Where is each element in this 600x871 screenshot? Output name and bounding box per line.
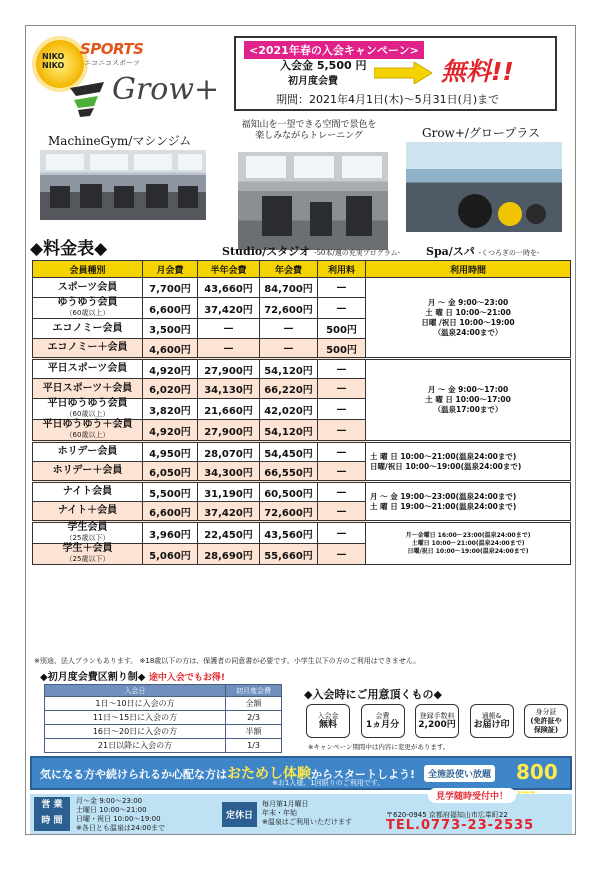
col-header: 利用料 bbox=[318, 261, 366, 278]
spa-label-text: Spa/スパ bbox=[426, 245, 475, 258]
member-type-name: スポーツ会員 bbox=[57, 281, 118, 293]
member-type bbox=[33, 420, 143, 442]
cell: 11日～15日に入会の方 bbox=[45, 711, 226, 725]
studio-label bbox=[222, 243, 400, 259]
member-type bbox=[33, 502, 143, 522]
bring-item-top: 会費 bbox=[375, 712, 390, 720]
discount-title bbox=[40, 668, 225, 683]
price-cell: 54,120円 bbox=[260, 420, 318, 442]
price-cell: 21,660円 bbox=[198, 399, 260, 420]
bring-item-big: (免許証や保険証) bbox=[530, 716, 562, 734]
table-row bbox=[33, 359, 571, 379]
bring-items bbox=[306, 704, 568, 738]
member-type-name: ホリデー会員 bbox=[57, 446, 118, 457]
price-cell: 5,500円 bbox=[143, 482, 198, 502]
price-cell: 43,560円 bbox=[260, 522, 318, 544]
campaign-fee2: 初月度会費 bbox=[288, 76, 338, 87]
bring-title: ◆入会時にご用意頂くもの◆ bbox=[304, 688, 442, 701]
bring-item-big: 2,200円 bbox=[418, 720, 456, 730]
member-type-name: エコノミー会員 bbox=[52, 322, 123, 334]
price-cell: 3,960円 bbox=[143, 522, 198, 544]
member-type-name: 平日ゆうゆう会員 bbox=[47, 398, 128, 409]
price-cell: — bbox=[318, 298, 366, 319]
price-cell: — bbox=[260, 339, 318, 359]
cell: 21日以降に入会の方 bbox=[45, 739, 226, 753]
price-cell: — bbox=[318, 379, 366, 399]
price-cell: 66,220円 bbox=[260, 379, 318, 399]
member-type-name: ホリデー＋会員 bbox=[52, 465, 123, 476]
price-cell: 6,600円 bbox=[143, 502, 198, 522]
member-type bbox=[33, 298, 143, 319]
price-cell: 54,120円 bbox=[260, 359, 318, 379]
member-type-name: ナイト＋会員 bbox=[57, 505, 118, 516]
cell: 半額 bbox=[226, 725, 282, 739]
price-cell: — bbox=[318, 544, 366, 565]
member-type bbox=[33, 339, 143, 359]
price-cell: 28,070円 bbox=[198, 442, 260, 462]
bring-item bbox=[306, 704, 350, 738]
price-cell: 4,920円 bbox=[143, 359, 198, 379]
price-cell: 5,060円 bbox=[143, 544, 198, 565]
bring-item bbox=[470, 704, 514, 738]
price-table bbox=[32, 260, 571, 565]
hours-cell: 月～金曜日 16:00～23:00(温泉24:00まで) 土曜日 10:00～21:00(温泉24:00まで) 日曜/祝日 10:00～19:00(温泉24:00まで) bbox=[366, 522, 571, 565]
cell: 2/3 bbox=[226, 711, 282, 725]
grow-plus-photo bbox=[406, 142, 562, 232]
price-cell: — bbox=[318, 482, 366, 502]
member-type-sub: （60歳以上） bbox=[65, 410, 110, 418]
cell: 全額 bbox=[226, 697, 282, 711]
price-cell: 72,600円 bbox=[260, 502, 318, 522]
col-header: 入会日 bbox=[45, 685, 226, 697]
col-header: 初月度会費 bbox=[226, 685, 282, 697]
price-cell: 43,660円 bbox=[198, 278, 260, 298]
member-type bbox=[33, 544, 143, 565]
price-cell: 28,690円 bbox=[198, 544, 260, 565]
machine-gym-photo bbox=[40, 150, 206, 220]
hours-cell: 月 ～ 金 19:00～23:00(温泉24:00まで) 土 曜 日 19:00～21:00(温泉24:00まで) bbox=[366, 482, 571, 522]
hours-cell: 月 ～ 金 9:00～17:00 土 曜 日 10:00～17:00 （温泉17:00まで） bbox=[366, 359, 571, 442]
price-cell: — bbox=[198, 319, 260, 339]
footer bbox=[30, 794, 572, 834]
table-row bbox=[33, 482, 571, 502]
footer-hours: 月～金 9:00～23:00 土曜日 10:00～21:00 日曜・祝日 10:00～19:00 ※各日とも温泉は24:00まで bbox=[76, 797, 166, 832]
price-cell: — bbox=[318, 399, 366, 420]
price-cell: 500円 bbox=[318, 319, 366, 339]
logo-grow: Grow+ bbox=[112, 72, 220, 107]
bring-item bbox=[361, 704, 405, 738]
price-cell: — bbox=[198, 339, 260, 359]
footer-hours-label: 営 業 時 間 bbox=[34, 797, 70, 831]
price-cell: 4,920円 bbox=[143, 420, 198, 442]
studio-photo bbox=[238, 152, 388, 250]
member-type bbox=[33, 278, 143, 298]
bring-item-top: 入会金 bbox=[317, 712, 339, 720]
price-cell: 6,050円 bbox=[143, 462, 198, 482]
spa-label bbox=[426, 243, 539, 259]
footer-address: 〒620-0945 京都府福知山市広峯町22 bbox=[386, 811, 508, 819]
cell: 16日～20日に入会の方 bbox=[45, 725, 226, 739]
col-header: 半年会費 bbox=[198, 261, 260, 278]
price-cell: — bbox=[318, 522, 366, 544]
price-cell: 27,900円 bbox=[198, 420, 260, 442]
trial-sub: ※お1人様、1回限りのご利用です。 bbox=[272, 779, 385, 787]
table-row bbox=[33, 278, 571, 298]
discount-table bbox=[44, 684, 282, 753]
bring-item bbox=[415, 704, 459, 738]
price-cell: 500円 bbox=[318, 339, 366, 359]
table-row bbox=[33, 522, 571, 544]
trial-price: 800 bbox=[516, 760, 558, 784]
price-cell: 60,500円 bbox=[260, 482, 318, 502]
bring-item-top: 登録手数料 bbox=[419, 712, 455, 720]
member-type bbox=[33, 359, 143, 379]
campaign-box bbox=[234, 36, 557, 111]
col-header: 利用時間 bbox=[366, 261, 571, 278]
member-type-name: ナイト会員 bbox=[62, 486, 113, 497]
studio-sub: -50本/週の充実プログラム- bbox=[314, 249, 401, 257]
rate-note: ※別途、法人プランもあります。 ※18歳以下の方は、保護者の同意書が必要です。小学生以下の方のご利用はできません。 bbox=[34, 657, 421, 665]
price-cell: 34,130円 bbox=[198, 379, 260, 399]
trial-banner bbox=[30, 756, 572, 790]
campaign-fee: 入会金 5,500 円 bbox=[280, 59, 367, 72]
bring-item bbox=[524, 704, 568, 738]
price-cell: — bbox=[318, 420, 366, 442]
price-cell: 4,950円 bbox=[143, 442, 198, 462]
price-cell: — bbox=[318, 462, 366, 482]
logo bbox=[32, 32, 222, 132]
machine-gym-title: MachineGym/マシンジム bbox=[48, 134, 192, 148]
col-header: 年会費 bbox=[260, 261, 318, 278]
cell: 1/3 bbox=[226, 739, 282, 753]
member-type bbox=[33, 399, 143, 420]
member-type-sub: （60歳以上） bbox=[65, 309, 110, 317]
logo-niko: NIKO NIKO bbox=[42, 52, 65, 70]
price-cell: 37,420円 bbox=[198, 502, 260, 522]
member-type-name: 平日スポーツ会員 bbox=[47, 363, 128, 374]
spa-sub: -くつろぎの一時を- bbox=[478, 249, 540, 257]
table-row bbox=[45, 739, 282, 753]
member-type-name: 平日スポーツ＋会員 bbox=[42, 382, 133, 394]
member-type bbox=[33, 462, 143, 482]
price-cell: — bbox=[318, 278, 366, 298]
member-type bbox=[33, 442, 143, 462]
price-cell: 55,660円 bbox=[260, 544, 318, 565]
trial-main-pre: 気になる方や続けられるか心配な方は bbox=[40, 768, 227, 781]
price-cell: 31,190円 bbox=[198, 482, 260, 502]
table-row bbox=[45, 711, 282, 725]
price-cell: 3,820円 bbox=[143, 399, 198, 420]
price-cell: 37,420円 bbox=[198, 298, 260, 319]
campaign-period: 期間：2021年4月1日(木)～5月31日(月)まで bbox=[276, 93, 500, 106]
price-cell: — bbox=[260, 319, 318, 339]
member-type-name: 学生＋会員 bbox=[62, 543, 113, 554]
studio-caption: 福知山を一望できる空間で景色を楽しみながらトレーニング bbox=[241, 120, 377, 141]
member-type-name: エコノミー＋会員 bbox=[47, 342, 128, 353]
price-cell: 7,700円 bbox=[143, 278, 198, 298]
trial-main-highlight: おためし体験 bbox=[227, 766, 311, 782]
grow-logo-icon bbox=[68, 78, 106, 118]
price-cell: 27,900円 bbox=[198, 359, 260, 379]
table-row bbox=[33, 442, 571, 462]
table-row bbox=[45, 725, 282, 739]
flyer bbox=[25, 25, 576, 835]
price-cell: 72,600円 bbox=[260, 298, 318, 319]
price-cell: 4,600円 bbox=[143, 339, 198, 359]
price-cell: — bbox=[318, 502, 366, 522]
member-type-name: 平日ゆうゆう＋会員 bbox=[42, 419, 133, 430]
member-type-sub: （25歳以下） bbox=[65, 534, 110, 542]
member-type-name: ゆうゆう会員 bbox=[57, 297, 118, 308]
bring-item-top: 通帳& bbox=[481, 712, 502, 720]
studio-label-text: Studio/スタジオ bbox=[222, 245, 311, 258]
campaign-title: <2021年春の入会キャンペーン> bbox=[244, 41, 424, 59]
trial-badge: 全施設使い放題 bbox=[424, 765, 495, 782]
footer-closed-label: 定休日 bbox=[222, 802, 257, 827]
logo-sports: SPORTS bbox=[80, 40, 144, 58]
discount-title-mid: 途中入会でもお得! bbox=[148, 673, 225, 683]
campaign-free: 無料!! bbox=[441, 57, 514, 86]
bring-note: ※キャンペーン期間中は内容に変更があります。 bbox=[308, 743, 450, 751]
price-cell: — bbox=[318, 359, 366, 379]
member-type-name: 学生会員 bbox=[67, 522, 108, 533]
member-type bbox=[33, 379, 143, 399]
cell: 1日～10日に入会の方 bbox=[45, 697, 226, 711]
footer-recruit: 見学随時受付中！ bbox=[428, 788, 516, 803]
bring-item-top: 身分証 bbox=[535, 707, 557, 716]
trial-main-post: からスタートしよう! bbox=[311, 768, 416, 781]
discount-title-text: ◆初月度会費区割り制◆ bbox=[40, 672, 146, 683]
member-type bbox=[33, 522, 143, 544]
bring-item-big: お届け印 bbox=[473, 720, 510, 730]
grow-plus-title: Grow+/グロープラス bbox=[422, 126, 540, 140]
arrow-right-icon bbox=[374, 62, 432, 84]
price-cell: 6,600円 bbox=[143, 298, 198, 319]
rate-table-title: ◆料金表◆ bbox=[30, 239, 108, 259]
member-type-sub: （60歳以上） bbox=[65, 431, 110, 439]
hours-cell: 土 曜 日 10:00～21:00(温泉24:00まで) 日曜/祝日 10:00～19:00(温泉24:00まで) bbox=[366, 442, 571, 482]
price-cell: 42,020円 bbox=[260, 399, 318, 420]
table-row bbox=[45, 697, 282, 711]
footer-tel: TEL.0773-23-2535 bbox=[386, 818, 535, 833]
price-cell: 3,500円 bbox=[143, 319, 198, 339]
price-cell: — bbox=[318, 442, 366, 462]
member-type bbox=[33, 319, 143, 339]
price-cell: 6,020円 bbox=[143, 379, 198, 399]
bring-item-big: 無料 bbox=[318, 720, 337, 730]
footer-closed-text: 毎月第1月曜日 年末・年始 ※温泉はご利用いただけます bbox=[262, 800, 352, 826]
price-cell: 22,450円 bbox=[198, 522, 260, 544]
logo-sports-sub: ニコニコスポーツ bbox=[84, 59, 140, 67]
price-cell: 54,450円 bbox=[260, 442, 318, 462]
bring-item-big: 1ヵ月分 bbox=[365, 720, 400, 730]
hours-cell: 月 ～ 金 9:00～23:00 土 曜 日 10:00～21:00 日曜 /祝日 10:00～19:00 （温泉24:00まで） bbox=[366, 278, 571, 359]
price-cell: 84,700円 bbox=[260, 278, 318, 298]
member-type-sub: （25歳以下） bbox=[65, 555, 110, 563]
col-header: 会員種別 bbox=[33, 261, 143, 278]
price-cell: 66,550円 bbox=[260, 462, 318, 482]
col-header: 月会費 bbox=[143, 261, 198, 278]
member-type bbox=[33, 482, 143, 502]
price-cell: 34,300円 bbox=[198, 462, 260, 482]
